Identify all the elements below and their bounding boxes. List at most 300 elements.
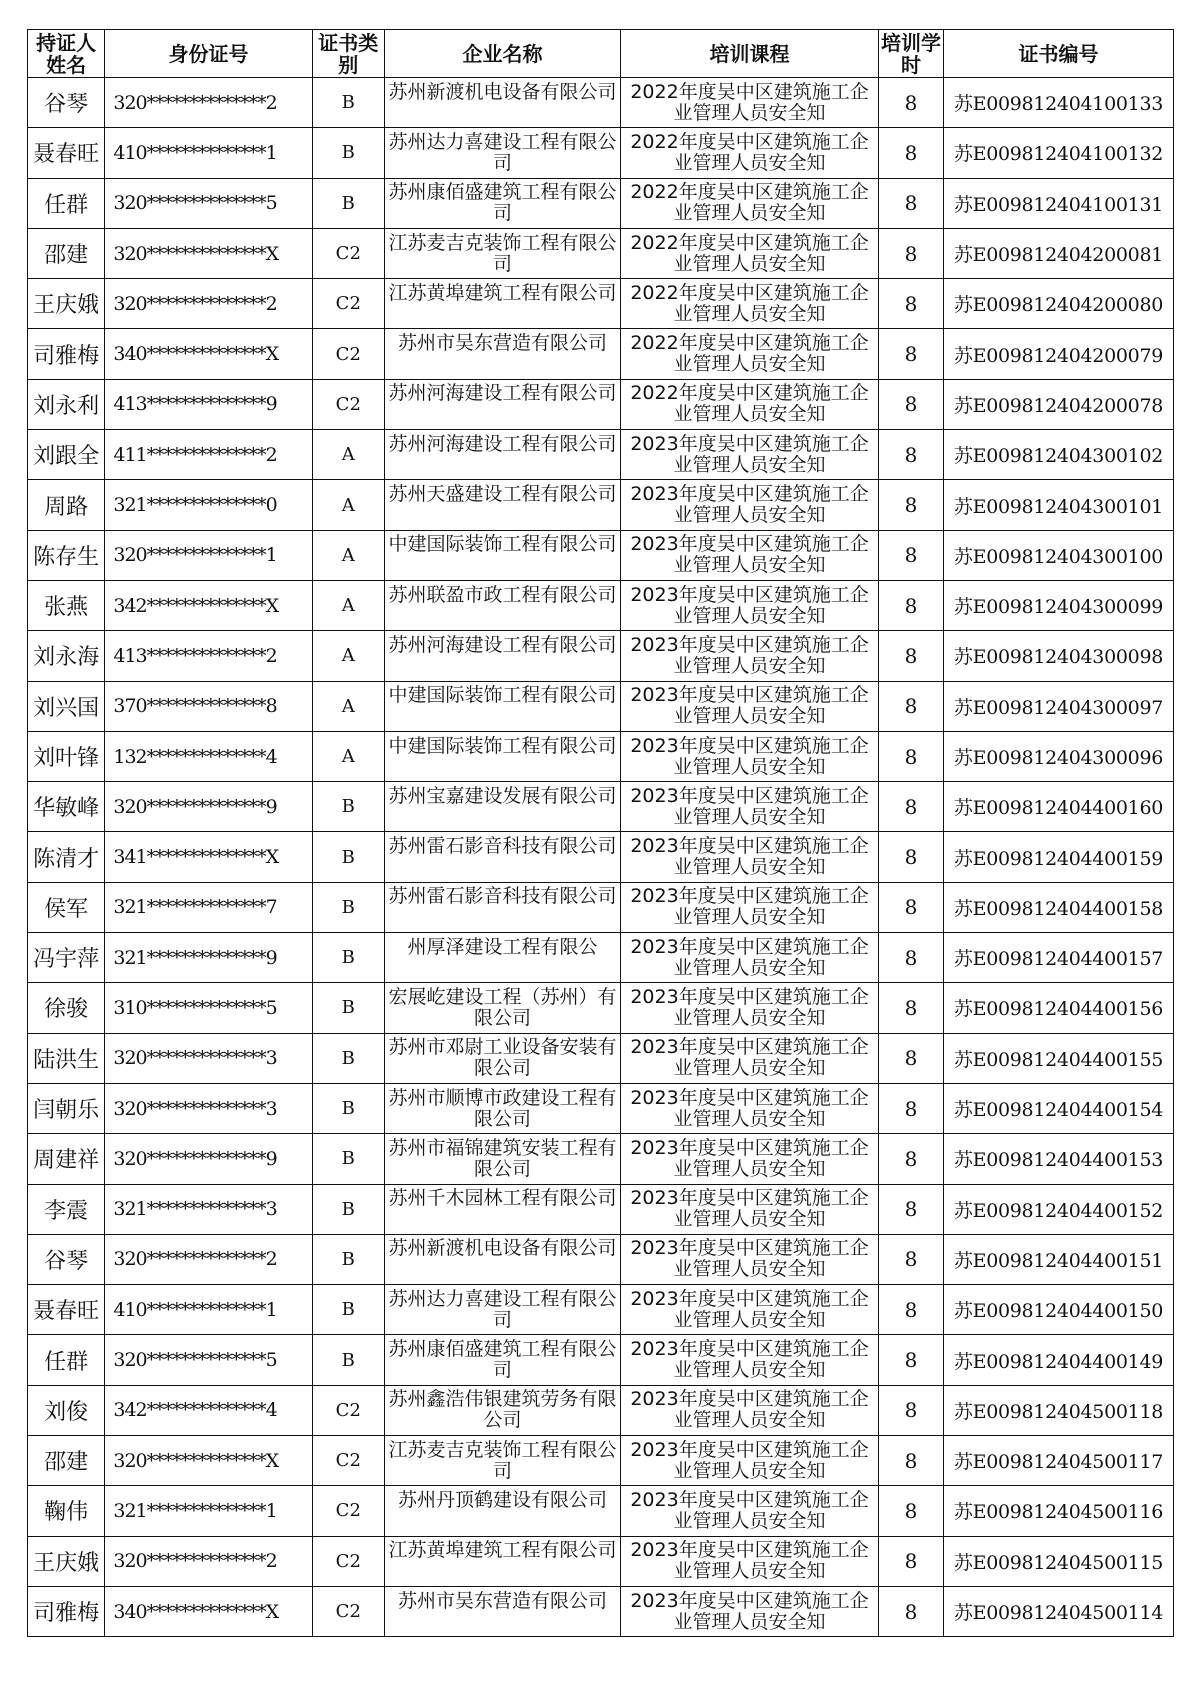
cell-course-text: 2023年度吴中区建筑施工企业管理人员安全知 bbox=[630, 534, 869, 577]
cell-course bbox=[621, 379, 879, 429]
cell-cert-type: B bbox=[312, 782, 384, 832]
cell-hours: 8 bbox=[878, 1385, 943, 1435]
header-name: 持证人姓名 bbox=[28, 30, 105, 78]
cell-company-text: 苏州河海建设工程有限公司 bbox=[388, 634, 617, 656]
cell-course bbox=[621, 1083, 879, 1133]
cell-company bbox=[384, 178, 620, 228]
cell-cert-number: 苏E009812404300097 bbox=[943, 681, 1173, 731]
cell-course bbox=[621, 1536, 879, 1586]
cell-cert-number: 苏E009812404300102 bbox=[943, 430, 1173, 480]
cell-company-text: 苏州河海建设工程有限公司 bbox=[388, 383, 617, 405]
table-row bbox=[28, 329, 1174, 379]
cell-cert-number: 苏E009812404300101 bbox=[943, 480, 1173, 530]
cell-hours: 8 bbox=[878, 1486, 943, 1536]
cell-hours: 8 bbox=[878, 882, 943, 932]
cell-company bbox=[384, 1335, 620, 1385]
table-row bbox=[28, 1586, 1174, 1636]
cell-course bbox=[621, 631, 879, 681]
cell-company bbox=[384, 78, 620, 128]
header-course: 培训课程 bbox=[621, 30, 879, 78]
cell-id-number: 413**************9 bbox=[105, 379, 312, 429]
cell-company-text: 苏州宝嘉建设发展有限公司 bbox=[388, 785, 617, 807]
cell-cert-type: B bbox=[312, 1033, 384, 1083]
cell-hours: 8 bbox=[878, 379, 943, 429]
cell-name: 冯宇萍 bbox=[28, 933, 105, 983]
cell-company-text: 苏州雷石影音科技有限公司 bbox=[388, 836, 617, 858]
cell-course-text: 2023年度吴中区建筑施工企业管理人员安全知 bbox=[630, 785, 869, 828]
cell-course-text: 2022年度吴中区建筑施工企业管理人员安全知 bbox=[630, 182, 869, 225]
cell-course-text: 2023年度吴中区建筑施工企业管理人员安全知 bbox=[630, 634, 869, 677]
cell-id-number: 320**************5 bbox=[105, 1335, 312, 1385]
cell-name: 张燕 bbox=[28, 580, 105, 630]
cell-hours: 8 bbox=[878, 78, 943, 128]
cell-course-text: 2022年度吴中区建筑施工企业管理人员安全知 bbox=[630, 81, 869, 124]
cell-company-text: 江苏麦吉克装饰工程有限公司 bbox=[388, 1439, 617, 1482]
cell-company bbox=[384, 681, 620, 731]
cell-id-number: 321**************7 bbox=[105, 882, 312, 932]
cell-id-number: 320**************2 bbox=[105, 78, 312, 128]
certificate-table bbox=[27, 29, 1174, 1637]
cell-name: 王庆娥 bbox=[28, 279, 105, 329]
cell-name: 谷琴 bbox=[28, 78, 105, 128]
cell-cert-number: 苏E009812404200080 bbox=[943, 279, 1173, 329]
cell-cert-type: B bbox=[312, 1184, 384, 1234]
header-id-number: 身份证号 bbox=[105, 30, 312, 78]
cell-company bbox=[384, 1033, 620, 1083]
cell-cert-type: C2 bbox=[312, 379, 384, 429]
cell-course bbox=[621, 933, 879, 983]
cell-name: 司雅梅 bbox=[28, 329, 105, 379]
cell-company-text: 苏州达力喜建设工程有限公司 bbox=[388, 131, 617, 174]
cell-id-number: 321**************0 bbox=[105, 480, 312, 530]
cell-company bbox=[384, 128, 620, 178]
cell-course-text: 2022年度吴中区建筑施工企业管理人员安全知 bbox=[630, 383, 869, 426]
table-row bbox=[28, 379, 1174, 429]
cell-cert-type: B bbox=[312, 983, 384, 1033]
cell-hours: 8 bbox=[878, 1184, 943, 1234]
cell-name: 聂春旺 bbox=[28, 1285, 105, 1335]
cell-hours: 8 bbox=[878, 279, 943, 329]
cell-company bbox=[384, 1486, 620, 1536]
table-row bbox=[28, 1083, 1174, 1133]
table-row bbox=[28, 1436, 1174, 1486]
cell-course-text: 2023年度吴中区建筑施工企业管理人员安全知 bbox=[630, 1188, 869, 1231]
cell-course bbox=[621, 279, 879, 329]
table-row bbox=[28, 530, 1174, 580]
cell-name: 任群 bbox=[28, 178, 105, 228]
cell-cert-type: C2 bbox=[312, 1536, 384, 1586]
cell-cert-type: C2 bbox=[312, 279, 384, 329]
cell-cert-type: B bbox=[312, 832, 384, 882]
cell-id-number: 410**************1 bbox=[105, 1285, 312, 1335]
cell-hours: 8 bbox=[878, 832, 943, 882]
cell-company-text: 苏州市顺博市政建设工程有限公司 bbox=[388, 1087, 617, 1130]
cell-cert-type: A bbox=[312, 681, 384, 731]
cell-name: 周路 bbox=[28, 480, 105, 530]
cell-company bbox=[384, 1184, 620, 1234]
cell-name: 任群 bbox=[28, 1335, 105, 1385]
cell-course-text: 2023年度吴中区建筑施工企业管理人员安全知 bbox=[630, 685, 869, 728]
cell-name: 李震 bbox=[28, 1184, 105, 1234]
cell-hours: 8 bbox=[878, 983, 943, 1033]
cell-cert-number: 苏E009812404500118 bbox=[943, 1385, 1173, 1435]
cell-company-text: 苏州康佰盛建筑工程有限公司 bbox=[388, 182, 617, 225]
cell-hours: 8 bbox=[878, 228, 943, 278]
cell-cert-type: C2 bbox=[312, 1385, 384, 1435]
cell-name: 聂春旺 bbox=[28, 128, 105, 178]
cell-hours: 8 bbox=[878, 1033, 943, 1083]
cell-cert-number: 苏E009812404300100 bbox=[943, 530, 1173, 580]
cell-course bbox=[621, 228, 879, 278]
cell-id-number: 341**************X bbox=[105, 832, 312, 882]
cell-course-text: 2023年度吴中区建筑施工企业管理人员安全知 bbox=[630, 1439, 869, 1482]
cell-cert-type: A bbox=[312, 480, 384, 530]
cell-company-text: 苏州市吴东营造有限公司 bbox=[397, 333, 607, 355]
cell-id-number: 320**************5 bbox=[105, 178, 312, 228]
cell-course bbox=[621, 480, 879, 530]
cell-cert-type: B bbox=[312, 1285, 384, 1335]
cell-id-number: 320**************X bbox=[105, 228, 312, 278]
cell-cert-number: 苏E009812404200078 bbox=[943, 379, 1173, 429]
cell-cert-number: 苏E009812404300098 bbox=[943, 631, 1173, 681]
cell-company-text: 苏州新渡机电设备有限公司 bbox=[388, 81, 617, 103]
cell-cert-number: 苏E009812404100132 bbox=[943, 128, 1173, 178]
cell-company-text: 中建国际装饰工程有限公司 bbox=[388, 735, 617, 757]
cell-company bbox=[384, 228, 620, 278]
cell-id-number: 321**************3 bbox=[105, 1184, 312, 1234]
cell-course-text: 2023年度吴中区建筑施工企业管理人员安全知 bbox=[630, 1489, 869, 1532]
cell-hours: 8 bbox=[878, 1586, 943, 1636]
cell-cert-type: B bbox=[312, 1134, 384, 1184]
cell-company bbox=[384, 631, 620, 681]
cell-id-number: 342**************4 bbox=[105, 1385, 312, 1435]
cell-course bbox=[621, 1486, 879, 1536]
cell-course-text: 2023年度吴中区建筑施工企业管理人员安全知 bbox=[630, 1389, 869, 1432]
cell-id-number: 321**************9 bbox=[105, 933, 312, 983]
cell-hours: 8 bbox=[878, 430, 943, 480]
cell-company bbox=[384, 580, 620, 630]
table-row bbox=[28, 128, 1174, 178]
cell-course bbox=[621, 681, 879, 731]
table-row bbox=[28, 1536, 1174, 1586]
header-row bbox=[28, 30, 1174, 78]
cell-company-text: 中建国际装饰工程有限公司 bbox=[388, 685, 617, 707]
cell-name: 刘兴国 bbox=[28, 681, 105, 731]
cell-hours: 8 bbox=[878, 731, 943, 781]
cell-hours: 8 bbox=[878, 1083, 943, 1133]
cell-course bbox=[621, 1134, 879, 1184]
cell-cert-type: B bbox=[312, 1335, 384, 1385]
header-company: 企业名称 bbox=[384, 30, 620, 78]
cell-company-text: 江苏黄埠建筑工程有限公司 bbox=[388, 1540, 617, 1562]
cell-course bbox=[621, 782, 879, 832]
cell-cert-number: 苏E009812404200081 bbox=[943, 228, 1173, 278]
cell-cert-number: 苏E009812404400159 bbox=[943, 832, 1173, 882]
table-row bbox=[28, 832, 1174, 882]
cell-course bbox=[621, 882, 879, 932]
table-row bbox=[28, 983, 1174, 1033]
cell-cert-number: 苏E009812404400153 bbox=[943, 1134, 1173, 1184]
cell-company bbox=[384, 983, 620, 1033]
cell-company bbox=[384, 279, 620, 329]
cell-company-text: 苏州新渡机电设备有限公司 bbox=[388, 1238, 617, 1260]
cell-company bbox=[384, 329, 620, 379]
cell-cert-type: B bbox=[312, 1234, 384, 1284]
cell-cert-type: A bbox=[312, 530, 384, 580]
cell-company-text: 苏州河海建设工程有限公司 bbox=[388, 433, 617, 455]
cell-hours: 8 bbox=[878, 1536, 943, 1586]
cell-cert-type: B bbox=[312, 128, 384, 178]
cell-company-text: 宏展屹建设工程（苏州）有限公司 bbox=[388, 986, 617, 1029]
cell-company bbox=[384, 731, 620, 781]
cell-cert-number: 苏E009812404500117 bbox=[943, 1436, 1173, 1486]
table-row bbox=[28, 933, 1174, 983]
cell-course bbox=[621, 1436, 879, 1486]
cell-cert-number: 苏E009812404200079 bbox=[943, 329, 1173, 379]
cell-name: 陈清才 bbox=[28, 832, 105, 882]
table-row bbox=[28, 882, 1174, 932]
cell-hours: 8 bbox=[878, 782, 943, 832]
cell-id-number: 410**************1 bbox=[105, 128, 312, 178]
cell-course-text: 2022年度吴中区建筑施工企业管理人员安全知 bbox=[630, 333, 869, 376]
table-row bbox=[28, 782, 1174, 832]
cell-company bbox=[384, 379, 620, 429]
cell-name: 谷琴 bbox=[28, 1234, 105, 1284]
cell-company-text: 苏州天盛建设工程有限公司 bbox=[388, 484, 617, 506]
table-row bbox=[28, 631, 1174, 681]
cell-course-text: 2023年度吴中区建筑施工企业管理人员安全知 bbox=[630, 1087, 869, 1130]
cell-name: 邵建 bbox=[28, 228, 105, 278]
cell-cert-number: 苏E009812404100133 bbox=[943, 78, 1173, 128]
cell-course bbox=[621, 530, 879, 580]
cell-course-text: 2023年度吴中区建筑施工企业管理人员安全知 bbox=[630, 986, 869, 1029]
cell-name: 邵建 bbox=[28, 1436, 105, 1486]
table-row bbox=[28, 1285, 1174, 1335]
cell-course-text: 2023年度吴中区建筑施工企业管理人员安全知 bbox=[630, 1238, 869, 1281]
cell-company bbox=[384, 530, 620, 580]
cell-course-text: 2023年度吴中区建筑施工企业管理人员安全知 bbox=[630, 584, 869, 627]
cell-hours: 8 bbox=[878, 1234, 943, 1284]
cell-id-number: 411**************2 bbox=[105, 430, 312, 480]
cell-id-number: 320**************3 bbox=[105, 1033, 312, 1083]
cell-course bbox=[621, 832, 879, 882]
cell-course bbox=[621, 329, 879, 379]
cell-cert-type: C2 bbox=[312, 329, 384, 379]
cell-cert-number: 苏E009812404400157 bbox=[943, 933, 1173, 983]
cell-company bbox=[384, 480, 620, 530]
cell-company-text: 苏州康佰盛建筑工程有限公司 bbox=[388, 1339, 617, 1382]
cell-cert-type: B bbox=[312, 1083, 384, 1133]
cell-id-number: 370**************8 bbox=[105, 681, 312, 731]
cell-company bbox=[384, 882, 620, 932]
header-cert-number: 证书编号 bbox=[943, 30, 1173, 78]
cell-company bbox=[384, 933, 620, 983]
cell-name: 刘俊 bbox=[28, 1385, 105, 1435]
cell-id-number: 320**************9 bbox=[105, 1134, 312, 1184]
cell-cert-type: C2 bbox=[312, 228, 384, 278]
cell-course bbox=[621, 1586, 879, 1636]
cell-id-number: 320**************2 bbox=[105, 279, 312, 329]
cell-cert-type: C2 bbox=[312, 1486, 384, 1536]
cell-course-text: 2023年度吴中区建筑施工企业管理人员安全知 bbox=[630, 1339, 869, 1382]
cell-course-text: 2023年度吴中区建筑施工企业管理人员安全知 bbox=[630, 433, 869, 476]
cell-id-number: 320**************1 bbox=[105, 530, 312, 580]
cell-hours: 8 bbox=[878, 1134, 943, 1184]
cell-cert-type: A bbox=[312, 430, 384, 480]
table-row bbox=[28, 1033, 1174, 1083]
cell-id-number: 320**************X bbox=[105, 1436, 312, 1486]
cell-course-text: 2023年度吴中区建筑施工企业管理人员安全知 bbox=[630, 1540, 869, 1583]
table-row bbox=[28, 78, 1174, 128]
cell-course-text: 2022年度吴中区建筑施工企业管理人员安全知 bbox=[630, 232, 869, 275]
cell-id-number: 132**************4 bbox=[105, 731, 312, 781]
table-row bbox=[28, 1234, 1174, 1284]
cell-hours: 8 bbox=[878, 128, 943, 178]
cell-company bbox=[384, 1385, 620, 1435]
cell-company-text: 苏州市邓尉工业设备安装有限公司 bbox=[388, 1037, 617, 1080]
cell-course bbox=[621, 1234, 879, 1284]
cell-course bbox=[621, 580, 879, 630]
cell-course-text: 2023年度吴中区建筑施工企业管理人员安全知 bbox=[630, 1288, 869, 1331]
cell-cert-type: A bbox=[312, 731, 384, 781]
cell-id-number: 310**************5 bbox=[105, 983, 312, 1033]
cell-course-text: 2023年度吴中区建筑施工企业管理人员安全知 bbox=[630, 735, 869, 778]
cell-course-text: 2023年度吴中区建筑施工企业管理人员安全知 bbox=[630, 1590, 869, 1633]
cell-id-number: 413**************2 bbox=[105, 631, 312, 681]
cell-course bbox=[621, 1335, 879, 1385]
cell-company bbox=[384, 782, 620, 832]
cell-course-text: 2023年度吴中区建筑施工企业管理人员安全知 bbox=[630, 1137, 869, 1180]
header-cert-type: 证书类别 bbox=[312, 30, 384, 78]
cell-name: 刘永利 bbox=[28, 379, 105, 429]
table-row bbox=[28, 1134, 1174, 1184]
cell-course-text: 2023年度吴中区建筑施工企业管理人员安全知 bbox=[630, 936, 869, 979]
table-row bbox=[28, 279, 1174, 329]
cell-cert-type: B bbox=[312, 178, 384, 228]
cell-id-number: 320**************9 bbox=[105, 782, 312, 832]
cell-company bbox=[384, 1234, 620, 1284]
cell-cert-number: 苏E009812404300099 bbox=[943, 580, 1173, 630]
cell-course bbox=[621, 983, 879, 1033]
cell-cert-number: 苏E009812404400149 bbox=[943, 1335, 1173, 1385]
cell-company bbox=[384, 1134, 620, 1184]
cell-company bbox=[384, 1436, 620, 1486]
cell-course bbox=[621, 178, 879, 228]
cell-hours: 8 bbox=[878, 530, 943, 580]
cell-cert-number: 苏E009812404400160 bbox=[943, 782, 1173, 832]
cell-course-text: 2023年度吴中区建筑施工企业管理人员安全知 bbox=[630, 886, 869, 929]
cell-course bbox=[621, 78, 879, 128]
cell-course bbox=[621, 1385, 879, 1435]
cell-cert-number: 苏E009812404300096 bbox=[943, 731, 1173, 781]
cell-cert-number: 苏E009812404500115 bbox=[943, 1536, 1173, 1586]
cell-company-text: 苏州鑫浩伟银建筑劳务有限公司 bbox=[388, 1389, 617, 1432]
cell-company-text: 江苏黄埠建筑工程有限公司 bbox=[388, 282, 617, 304]
cell-company bbox=[384, 1586, 620, 1636]
cell-cert-number: 苏E009812404400150 bbox=[943, 1285, 1173, 1335]
cell-company-text: 苏州市吴东营造有限公司 bbox=[397, 1590, 607, 1612]
cell-name: 刘跟全 bbox=[28, 430, 105, 480]
cell-company bbox=[384, 1285, 620, 1335]
cell-cert-type: C2 bbox=[312, 1586, 384, 1636]
cell-name: 刘叶锋 bbox=[28, 731, 105, 781]
cell-course bbox=[621, 430, 879, 480]
cell-hours: 8 bbox=[878, 933, 943, 983]
cell-hours: 8 bbox=[878, 178, 943, 228]
cell-cert-number: 苏E009812404400154 bbox=[943, 1083, 1173, 1133]
table-row bbox=[28, 480, 1174, 530]
cell-cert-number: 苏E009812404400151 bbox=[943, 1234, 1173, 1284]
cell-company bbox=[384, 1083, 620, 1133]
cell-name: 刘永海 bbox=[28, 631, 105, 681]
table-row bbox=[28, 178, 1174, 228]
cell-id-number: 340**************X bbox=[105, 329, 312, 379]
cell-course bbox=[621, 1184, 879, 1234]
cell-name: 司雅梅 bbox=[28, 1586, 105, 1636]
cell-company-text: 江苏麦吉克装饰工程有限公司 bbox=[388, 232, 617, 275]
cell-company-text: 苏州千木园林工程有限公司 bbox=[388, 1188, 617, 1210]
cell-course-text: 2023年度吴中区建筑施工企业管理人员安全知 bbox=[630, 484, 869, 527]
cell-hours: 8 bbox=[878, 1436, 943, 1486]
cell-id-number: 342**************X bbox=[105, 580, 312, 630]
cell-course bbox=[621, 731, 879, 781]
cell-company-text: 苏州市福锦建筑安装工程有限公司 bbox=[388, 1137, 617, 1180]
cell-company-text: 州厚泽建设工程有限公 bbox=[407, 936, 598, 958]
cell-cert-type: A bbox=[312, 631, 384, 681]
table-row bbox=[28, 580, 1174, 630]
cell-company bbox=[384, 430, 620, 480]
cell-cert-type: B bbox=[312, 78, 384, 128]
table-row bbox=[28, 430, 1174, 480]
table-row bbox=[28, 1486, 1174, 1536]
cell-name: 闫朝乐 bbox=[28, 1083, 105, 1133]
cell-cert-type: B bbox=[312, 882, 384, 932]
cell-company-text: 苏州联盈市政工程有限公司 bbox=[388, 584, 617, 606]
cell-name: 周建祥 bbox=[28, 1134, 105, 1184]
cell-hours: 8 bbox=[878, 681, 943, 731]
table-row bbox=[28, 228, 1174, 278]
cell-id-number: 320**************3 bbox=[105, 1083, 312, 1133]
cell-name: 陆洪生 bbox=[28, 1033, 105, 1083]
cell-course bbox=[621, 1033, 879, 1083]
cell-hours: 8 bbox=[878, 1335, 943, 1385]
cell-name: 华敏峰 bbox=[28, 782, 105, 832]
cell-company bbox=[384, 1536, 620, 1586]
cell-cert-number: 苏E009812404500116 bbox=[943, 1486, 1173, 1536]
cell-company-text: 中建国际装饰工程有限公司 bbox=[388, 534, 617, 556]
cell-name: 陈存生 bbox=[28, 530, 105, 580]
cell-course-text: 2022年度吴中区建筑施工企业管理人员安全知 bbox=[630, 131, 869, 174]
cell-cert-type: C2 bbox=[312, 1436, 384, 1486]
cell-cert-number: 苏E009812404500114 bbox=[943, 1586, 1173, 1636]
cell-company-text: 苏州丹顶鹤建设有限公司 bbox=[397, 1489, 607, 1511]
cell-id-number: 321**************1 bbox=[105, 1486, 312, 1536]
cell-name: 鞠伟 bbox=[28, 1486, 105, 1536]
cell-hours: 8 bbox=[878, 480, 943, 530]
cell-name: 徐骏 bbox=[28, 983, 105, 1033]
header-hours: 培训学时 bbox=[878, 30, 943, 78]
cell-cert-number: 苏E009812404400152 bbox=[943, 1184, 1173, 1234]
cell-course bbox=[621, 1285, 879, 1335]
cell-hours: 8 bbox=[878, 329, 943, 379]
cell-cert-number: 苏E009812404400155 bbox=[943, 1033, 1173, 1083]
cell-course-text: 2023年度吴中区建筑施工企业管理人员安全知 bbox=[630, 836, 869, 879]
cell-cert-type: B bbox=[312, 933, 384, 983]
cell-company bbox=[384, 832, 620, 882]
cell-course bbox=[621, 128, 879, 178]
cell-cert-number: 苏E009812404400156 bbox=[943, 983, 1173, 1033]
cell-course-text: 2022年度吴中区建筑施工企业管理人员安全知 bbox=[630, 282, 869, 325]
